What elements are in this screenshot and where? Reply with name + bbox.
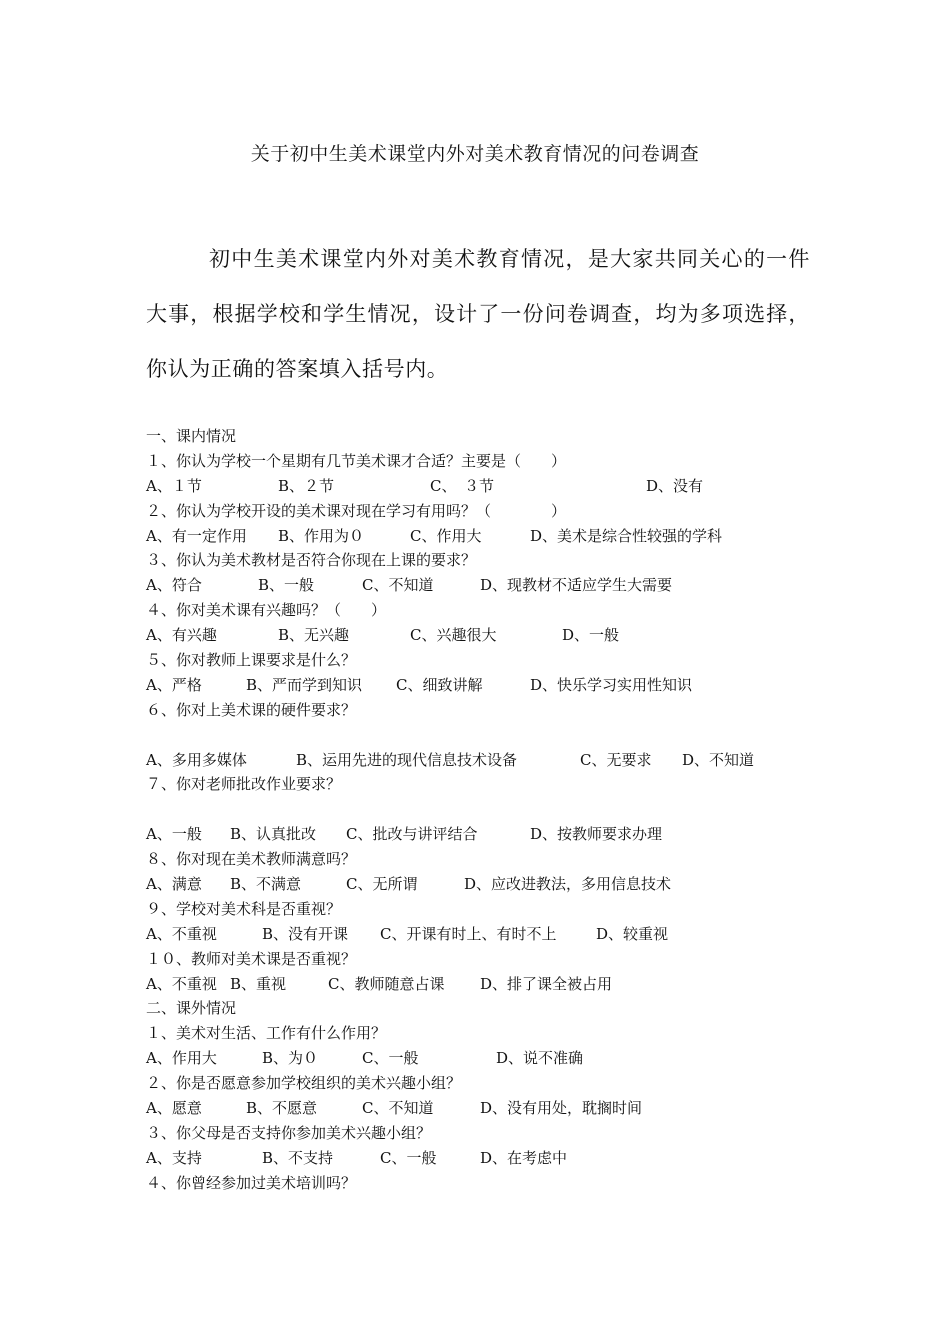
- document-title: 关于初中生美术课堂内外对美术教育情况的问卷调查: [250, 143, 700, 165]
- option-a: A、不重视: [146, 924, 217, 943]
- option-a: A、严格: [146, 675, 202, 694]
- options-row: [146, 524, 826, 549]
- question-text: ３、你父母是否支持你参加美术兴趣小组？: [146, 1123, 432, 1142]
- question-text: ４、你对美术课有兴趣吗？（ ）: [146, 601, 387, 620]
- option-c: C、兴趣很大: [410, 626, 497, 645]
- question-text: ２、你认为学校开设的美术课对现在学习有用吗？（ ）: [146, 501, 567, 520]
- question-text: １、美术对生活、工作有什么作用？: [146, 1024, 387, 1043]
- question-text: ９、学校对美术科是否重视？: [146, 899, 342, 918]
- option-c: C、一般: [362, 1049, 419, 1068]
- option-a: A、符合: [146, 576, 202, 595]
- option-d: D、美术是综合性较强的学科: [530, 526, 723, 545]
- options-row: [146, 573, 826, 598]
- option-b: B、为０: [262, 1049, 319, 1068]
- option-d: D、说不准确: [496, 1049, 584, 1068]
- option-c: C、一般: [380, 1148, 437, 1167]
- option-c: C、教师随意占课: [328, 974, 445, 993]
- option-a: A、满意: [146, 875, 202, 894]
- option-b: B、不愿意: [246, 1099, 318, 1118]
- section-heading: 一、课内情况: [146, 427, 237, 445]
- option-c: C、细致讲解: [396, 675, 483, 694]
- intro-paragraph: 初中生美术课堂内外对美术教育情况，是大家共同关心的一件大事，根据学校和学生情况，设计了一份问卷调查，均为多项选择，你认为正确的答案填入括号内。: [146, 247, 810, 381]
- options-row: [146, 673, 826, 698]
- blank-line: [146, 723, 826, 748]
- section-heading: 二、课外情况: [146, 999, 237, 1018]
- question-text: １、你认为学校一个星期有几节美术课才合适？主要是（ ）: [146, 451, 567, 470]
- question-text: ７、你对老师批改作业要求？: [146, 775, 342, 794]
- option-c: C、不知道: [362, 1099, 434, 1118]
- option-b: B、没有开课: [262, 924, 349, 943]
- option-a: A、一般: [146, 825, 202, 844]
- option-c: C、无要求: [580, 750, 652, 769]
- question-text: ８、你对现在美术教师满意吗？: [146, 850, 357, 869]
- option-c: C、作用大: [410, 526, 482, 545]
- option-c: C、 ３节: [430, 476, 494, 495]
- question-text: ６、你对上美术课的硬件要求？: [146, 700, 357, 719]
- options-row: [146, 623, 826, 648]
- option-a: A、不重视: [146, 974, 217, 993]
- question-text: ５、你对教师上课要求是什么？: [146, 651, 357, 670]
- option-d: D、不知道: [682, 750, 755, 769]
- option-d: D、较重视: [596, 924, 669, 943]
- option-a: A、支持: [146, 1148, 202, 1167]
- blank-line: [146, 797, 826, 822]
- option-a: A、１节: [146, 476, 202, 495]
- options-row: [146, 1096, 826, 1121]
- option-b: B、重视: [230, 974, 287, 993]
- option-a: A、有兴趣: [146, 626, 217, 645]
- option-c: C、批改与讲评结合: [346, 825, 478, 844]
- options-row: [146, 822, 826, 847]
- option-b: B、２节: [278, 476, 335, 495]
- question-text: １０、教师对美术课是否重视？: [146, 949, 357, 968]
- option-b: B、不满意: [230, 875, 302, 894]
- option-b: B、运用先进的现代信息技术设备: [296, 750, 518, 769]
- option-b: B、无兴趣: [278, 626, 350, 645]
- option-d: D、一般: [562, 626, 620, 645]
- option-d: D、快乐学习实用性知识: [530, 675, 693, 694]
- option-d: D、现教材不适应学生大需要: [480, 576, 673, 595]
- options-row: [146, 474, 826, 499]
- option-d: D、没有用处，耽搁时间: [480, 1099, 643, 1118]
- options-row: [146, 972, 826, 997]
- option-b: B、作用为０: [278, 526, 365, 545]
- option-d: D、按教师要求办理: [530, 825, 663, 844]
- survey-body: [146, 424, 826, 1196]
- question-text: ３、你认为美术教材是否符合你现在上课的要求？: [146, 551, 477, 570]
- option-a: A、作用大: [146, 1049, 217, 1068]
- options-row: [146, 1046, 826, 1071]
- option-a: A、愿意: [146, 1099, 202, 1118]
- question-text: ２、你是否愿意参加学校组织的美术兴趣小组？: [146, 1074, 462, 1093]
- options-row: [146, 1146, 826, 1171]
- option-c: C、无所谓: [346, 875, 418, 894]
- options-row: [146, 872, 826, 897]
- option-b: B、认真批改: [230, 825, 317, 844]
- option-a: A、多用多媒体: [146, 750, 247, 769]
- options-row: [146, 748, 826, 773]
- option-d: D、在考虑中: [480, 1148, 568, 1167]
- option-b: B、严而学到知识: [246, 675, 363, 694]
- option-c: C、开课有时上、有时不上: [380, 924, 557, 943]
- question-text: ４、你曾经参加过美术培训吗？: [146, 1173, 357, 1192]
- option-d: D、没有: [646, 476, 704, 495]
- option-b: B、不支持: [262, 1148, 334, 1167]
- options-row: [146, 922, 826, 947]
- option-c: C、不知道: [362, 576, 434, 595]
- option-d: D、排了课全被占用: [480, 974, 613, 993]
- option-b: B、一般: [258, 576, 315, 595]
- option-d: D、应改进教法，多用信息技术: [464, 875, 672, 894]
- option-a: A、有一定作用: [146, 526, 247, 545]
